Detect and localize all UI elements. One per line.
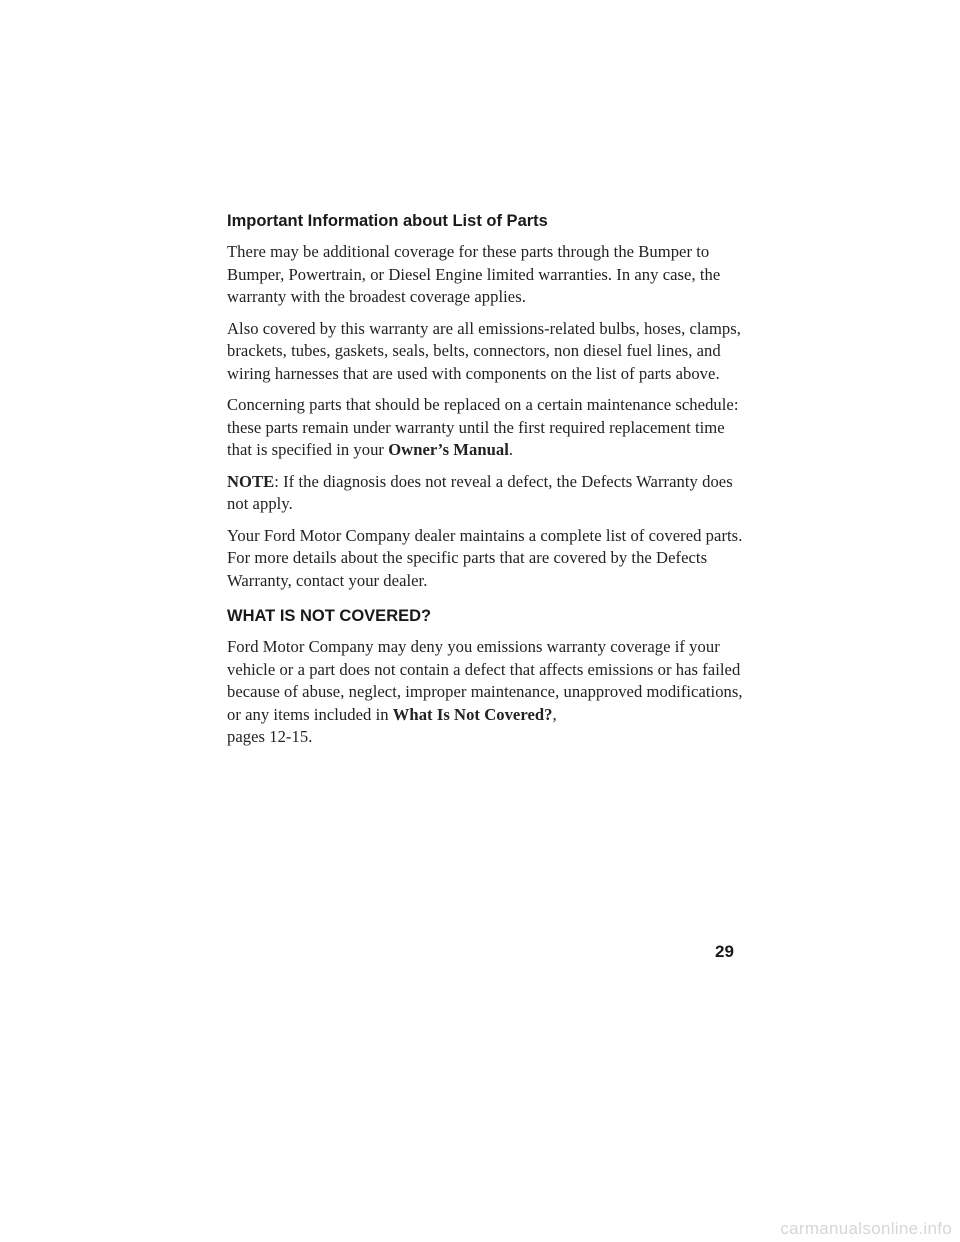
owners-manual-reference: Owner’s Manual [388, 440, 509, 459]
maintenance-text: Concerning parts that should be replaced on a certain maintenance schedule: these parts remain under warranty until the first required replacement time that is specified in your [227, 395, 739, 459]
paragraph-deny-coverage [227, 636, 747, 749]
deny-end: , [552, 704, 557, 724]
page-number: 29 [715, 942, 734, 961]
note-text: : If the diagnosis does not reveal a defect, the Defects Warranty does not apply. [227, 471, 733, 513]
paragraph-additional-coverage: There may be additional coverage for these parts through the Bumper to Bumper, Powertrain, or Diesel Engine limited warranties. In any case, the warranty with the broadest coverage applies. [227, 242, 721, 306]
not-covered-reference: What Is Not Covered? [392, 704, 553, 724]
deny-text: Ford Motor Company may deny you emissions warranty coverage if your vehicle or a part does not contain a defect that affects emissions or has failed because of abuse, neglect, improper maintenance, unapproved modifications, or any items included in [227, 637, 743, 724]
section-heading-parts-info: Important Information about List of Parts [227, 212, 548, 230]
page-content [227, 210, 747, 758]
paragraph-also-covered: Also covered by this warranty are all emissions-related bulbs, hoses, clamps, brackets, tubes, gaskets, seals, belts, connectors, non diesel fuel lines, and wiring harnesses that are used with components on the list of parts above. [227, 318, 741, 383]
note-label: NOTE [227, 471, 275, 491]
paragraph-note [227, 471, 747, 516]
section-heading-not-covered: WHAT IS NOT COVERED? [227, 607, 432, 625]
watermark-text: carmanualsonline.info [780, 1219, 952, 1238]
maintenance-end: . [508, 440, 514, 459]
pages-reference: pages 12-15. [227, 727, 313, 746]
paragraph-dealer-list: Your Ford Motor Company dealer maintains a complete list of covered parts. For more details about the specific parts that are covered by the Defects Warranty, contact your dealer. [227, 525, 743, 590]
paragraph-maintenance-schedule [227, 394, 747, 462]
